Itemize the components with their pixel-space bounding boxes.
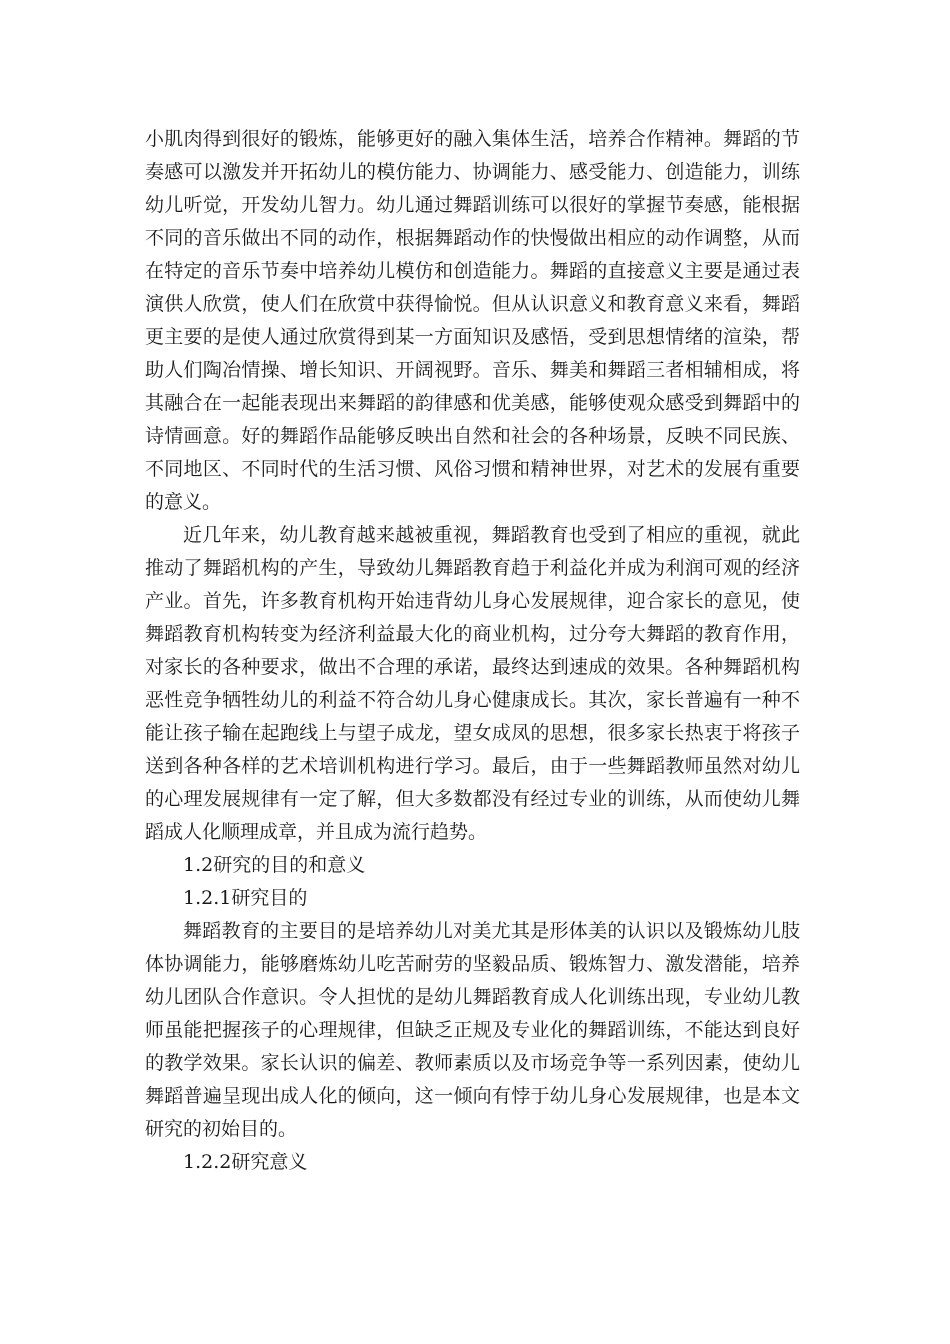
body-paragraph-continued: 小肌肉得到很好的锻炼，能够更好的融入集体生活，培养合作精神。舞蹈的节奏感可以激发并开拓幼儿的模仿能力、协调能力、感受能力、创造能力，训练幼儿听觉，开发幼儿智力。幼儿通过舞蹈训练可以很好的掌握节奏感，能根据不同的音乐做出不同的动作，根据舞蹈动作的快慢做出相应的动作调整，从而在特定的音乐节奏中培养幼儿模仿和创造能力。舞蹈的直接意义主要是通过表演供人欣赏，使人们在欣赏中获得愉悦。但从认识意义和教育意义来看，舞蹈更主要的是使人通过欣赏得到某一方面知识及感悟，受到思想情绪的渲染，帮助人们陶冶情操、增长知识、开阔视野。音乐、舞美和舞蹈三者相辅相成，将其融合在一起能表现出来舞蹈的韵律感和优美感，能够使观众感受到舞蹈中的诗情画意。好的舞蹈作品能够反映出自然和社会的各种场景，反映不同民族、不同地区、不同时代的生活习惯、风俗习惯和精神世界，对艺术的发展有重要的意义。 <box>145 128 800 513</box>
body-paragraph: 舞蹈教育的主要目的是培养幼儿对美尤其是形体美的认识以及锻炼幼儿肢体协调能力，能够磨炼幼儿吃苦耐劳的坚毅品质、锻炼智力、激发潜能，培养幼儿团队合作意识。令人担忧的是幼儿舞蹈教育成人化训练出现，专业幼儿教师虽能把握孩子的心理规律，但缺乏正规及专业化的舞蹈训练，不能达到良好的教学效果。家长认识的偏差、教师素质以及市场竞争等一系列因素，使幼儿舞蹈普遍呈现出成人化的倾向，这一倾向有悖于幼儿身心发展规律，也是本文研究的初始目的。 <box>145 920 800 1140</box>
section-heading-1-2: 1.2研究的目的和意义 <box>183 854 366 876</box>
subsection-heading-1-2-1: 1.2.1研究目的 <box>183 887 308 909</box>
subsection-heading-1-2-2: 1.2.2研究意义 <box>183 1151 308 1173</box>
body-paragraph: 近几年来，幼儿教育越来越被重视，舞蹈教育也受到了相应的重视，就此推动了舞蹈机构的产生，导致幼儿舞蹈教育趋于利益化并成为利润可观的经济产业。首先，许多教育机构开始违背幼儿身心发展规律，迎合家长的意见，使舞蹈教育机构转变为经济利益最大化的商业机构，过分夸大舞蹈的教育作用，对家长的各种要求，做出不合理的承诺，最终达到速成的效果。各种舞蹈机构恶性竞争牺牲幼儿的利益不符合幼儿身心健康成长。其次，家长普遍有一种不能让孩子输在起跑线上与望子成龙，望女成凤的思想，很多家长热衷于将孩子送到各种各样的艺术培训机构进行学习。最后，由于一些舞蹈教师虽然对幼儿的心理发展规律有一定了解，但大多数都没有经过专业的训练，从而使幼儿舞蹈成人化顺理成章，并且成为流行趋势。 <box>145 524 800 843</box>
document-body <box>145 123 800 1179</box>
